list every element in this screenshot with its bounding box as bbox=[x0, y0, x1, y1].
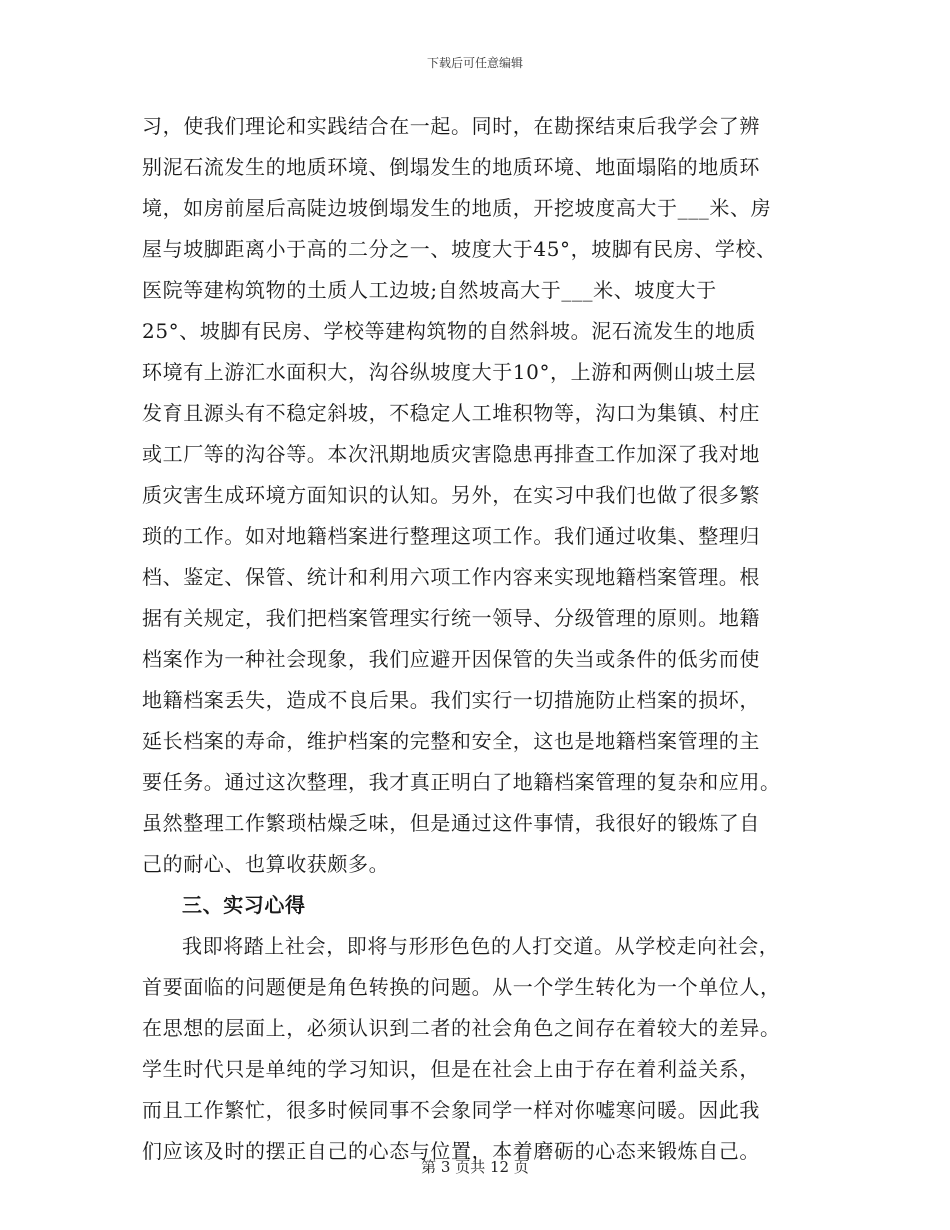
body-line: 地籍档案丢失，造成不良后果。我们实行一切措施防止档案的损坏， bbox=[142, 688, 760, 712]
body-line: 质灾害生成环境方面知识的认知。另外，在实习中我们也做了很多繁 bbox=[142, 483, 760, 507]
body-line: 延长档案的寿命，维护档案的完整和安全，这也是地籍档案管理的主 bbox=[142, 729, 760, 753]
body-line: 别泥石流发生的地质环境、倒塌发生的地质环境、地面塌陷的地质环 bbox=[142, 155, 760, 179]
body-line: 档案作为一种社会现象，我们应避开因保管的失当或条件的低劣而使 bbox=[142, 647, 760, 671]
document-body bbox=[142, 106, 812, 1172]
body-line: 档、鉴定、保管、统计和利用六项工作内容来实现地籍档案管理。根 bbox=[142, 565, 760, 589]
page-footer: 第 3 页共 12 页 bbox=[421, 1158, 529, 1176]
body-line: 据有关规定，我们把档案管理实行统一领导、分级管理的原则。地籍 bbox=[142, 606, 760, 630]
body-line: 或工厂等的沟谷等。本次汛期地质灾害隐患再排查工作加深了我对地 bbox=[142, 442, 760, 466]
body-line: 们应该及时的摆正自己的心态与位置，本着磨砺的心态来锻炼自己。 bbox=[142, 1139, 760, 1163]
body-line: 医院等建构筑物的土质人工边坡;自然坡高大于___米、坡度大于 bbox=[142, 278, 717, 302]
page-header: 下载后可任意编辑 bbox=[426, 56, 523, 70]
body-line: 我即将踏上社会，即将与形形色色的人打交道。从学校走向社会， bbox=[182, 934, 780, 958]
body-line: 发育且源头有不稳定斜坡，不稳定人工堆积物等，沟口为集镇、村庄 bbox=[142, 401, 760, 425]
body-line: 琐的工作。如对地籍档案进行整理这项工作。我们通过收集、整理归 bbox=[142, 524, 760, 548]
body-line: 习，使我们理论和实践结合在一起。同时，在勘探结束后我学会了辨 bbox=[142, 114, 760, 138]
body-line: 而且工作繁忙，很多时候同事不会象同学一样对你嘘寒问暖。因此我 bbox=[142, 1098, 760, 1122]
body-line: 虽然整理工作繁琐枯燥乏味，但是通过这件事情，我很好的锻炼了自 bbox=[142, 811, 760, 835]
section-heading: 三、实习心得 bbox=[182, 893, 306, 917]
body-line: 要任务。通过这次整理，我才真正明白了地籍档案管理的复杂和应用。 bbox=[142, 770, 781, 794]
body-line: 首要面临的问题便是角色转换的问题。从一个学生转化为一个单位人， bbox=[142, 975, 781, 999]
body-line: 学生时代只是单纯的学习知识，但是在社会上由于存在着利益关系， bbox=[142, 1057, 760, 1081]
body-line: 己的耐心、也算收获颇多。 bbox=[142, 852, 390, 876]
body-line: 在思想的层面上，必须认识到二者的社会角色之间存在着较大的差异。 bbox=[142, 1016, 781, 1040]
body-line: 环境有上游汇水面积大，沟谷纵坡度大于10°，上游和两侧山坡土层 bbox=[142, 360, 757, 384]
body-line: 25°、坡脚有民房、学校等建构筑物的自然斜坡。泥石流发生的地质 bbox=[142, 319, 757, 343]
body-line: 境，如房前屋后高陡边坡倒塌发生的地质，开挖坡度高大于___米、房 bbox=[142, 196, 772, 220]
body-line: 屋与坡脚距离小于高的二分之一、坡度大于45°，坡脚有民房、学校、 bbox=[142, 237, 777, 261]
